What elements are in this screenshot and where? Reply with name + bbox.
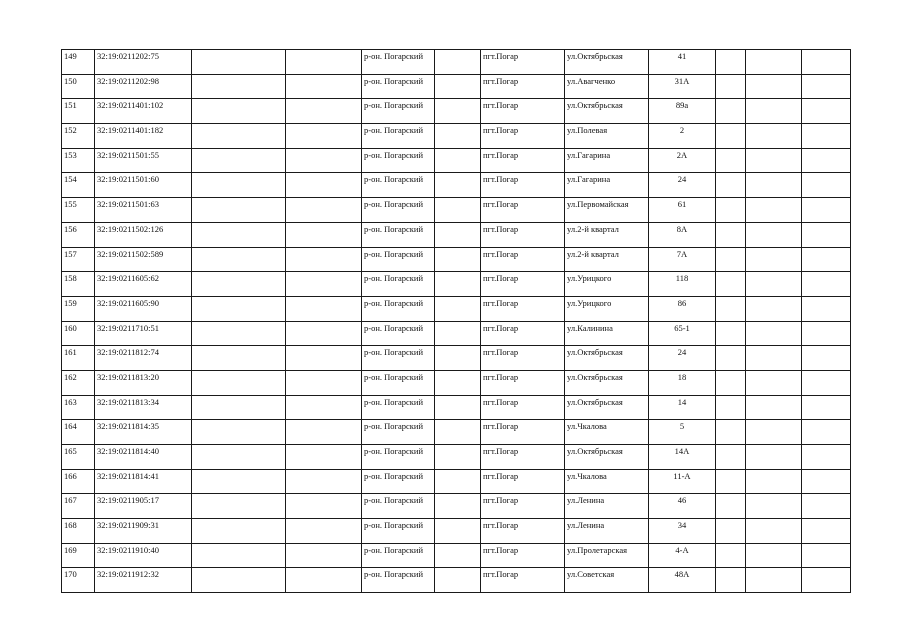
empty-cell-cell [435,469,481,494]
empty-cell-cell [802,247,851,272]
row-number-cell: 162 [62,370,95,395]
register-page [61,49,851,593]
empty-cell-cell [746,173,802,198]
empty-cell-cell [716,420,746,445]
house-number-cell: 24 [649,346,716,371]
empty-cell-cell [716,469,746,494]
street-cell: ул.Авагченко [565,74,649,99]
street-cell: ул.Октябрьская [565,99,649,124]
empty-cell-cell [802,50,851,75]
table-row [62,222,851,247]
table-row [62,99,851,124]
empty-cell-cell [802,272,851,297]
street-cell: ул.Чкалова [565,420,649,445]
row-number-cell: 167 [62,494,95,519]
cadastral-number-cell: 32:19:0211202:98 [95,74,192,99]
empty-cell-cell [435,173,481,198]
empty-cell-cell [192,370,286,395]
cadastral-number-cell: 32:19:0211605:90 [95,296,192,321]
table-row [62,445,851,470]
house-number-cell: 65-1 [649,321,716,346]
empty-cell-cell [286,272,362,297]
empty-cell-cell [746,568,802,593]
empty-cell-cell [286,568,362,593]
house-number-cell: 14А [649,445,716,470]
cadastral-number-cell: 32:19:0211814:41 [95,469,192,494]
street-cell: ул.Октябрьская [565,50,649,75]
table-row [62,420,851,445]
district-cell: р-он. Погарский [362,148,435,173]
street-cell: ул.Урицкого [565,296,649,321]
settlement-cell: пгт.Погар [481,247,565,272]
empty-cell-cell [746,296,802,321]
empty-cell-cell [802,222,851,247]
empty-cell-cell [746,74,802,99]
house-number-cell: 48А [649,568,716,593]
cadastral-number-cell: 32:19:0211605:62 [95,272,192,297]
district-cell: р-он. Погарский [362,222,435,247]
empty-cell-cell [286,124,362,149]
empty-cell-cell [802,494,851,519]
street-cell: ул.Пролетарская [565,543,649,568]
empty-cell-cell [286,445,362,470]
settlement-cell: пгт.Погар [481,469,565,494]
row-number-cell: 158 [62,272,95,297]
empty-cell-cell [435,346,481,371]
settlement-cell: пгт.Погар [481,222,565,247]
district-cell: р-он. Погарский [362,543,435,568]
empty-cell-cell [746,99,802,124]
row-number-cell: 160 [62,321,95,346]
empty-cell-cell [192,346,286,371]
empty-cell-cell [802,568,851,593]
empty-cell-cell [716,148,746,173]
row-number-cell: 159 [62,296,95,321]
row-number-cell: 153 [62,148,95,173]
empty-cell-cell [435,272,481,297]
empty-cell-cell [746,420,802,445]
empty-cell-cell [435,222,481,247]
empty-cell-cell [746,445,802,470]
house-number-cell: 46 [649,494,716,519]
cadastral-number-cell: 32:19:0211912:32 [95,568,192,593]
row-number-cell: 151 [62,99,95,124]
empty-cell-cell [802,99,851,124]
empty-cell-cell [435,198,481,223]
empty-cell-cell [286,74,362,99]
empty-cell-cell [286,321,362,346]
empty-cell-cell [192,50,286,75]
cadastral-number-cell: 32:19:0211502:126 [95,222,192,247]
house-number-cell: 24 [649,173,716,198]
empty-cell-cell [435,519,481,544]
cadastral-number-cell: 32:19:0211501:63 [95,198,192,223]
empty-cell-cell [435,50,481,75]
table-row [62,198,851,223]
empty-cell-cell [802,346,851,371]
empty-cell-cell [192,420,286,445]
table-row [62,346,851,371]
empty-cell-cell [192,445,286,470]
cadastral-number-cell: 32:19:0211202:75 [95,50,192,75]
house-number-cell: 34 [649,519,716,544]
empty-cell-cell [746,124,802,149]
empty-cell-cell [435,247,481,272]
empty-cell-cell [716,173,746,198]
empty-cell-cell [286,247,362,272]
street-cell: ул.2-й квартал [565,222,649,247]
empty-cell-cell [192,198,286,223]
table-row [62,148,851,173]
table-row [62,173,851,198]
empty-cell-cell [192,124,286,149]
house-number-cell: 86 [649,296,716,321]
house-number-cell: 118 [649,272,716,297]
district-cell: р-он. Погарский [362,321,435,346]
street-cell: ул.Ленина [565,494,649,519]
empty-cell-cell [716,568,746,593]
empty-cell-cell [802,395,851,420]
district-cell: р-он. Погарский [362,173,435,198]
empty-cell-cell [286,395,362,420]
empty-cell-cell [435,296,481,321]
empty-cell-cell [192,247,286,272]
empty-cell-cell [192,395,286,420]
empty-cell-cell [286,420,362,445]
empty-cell-cell [286,469,362,494]
empty-cell-cell [286,50,362,75]
empty-cell-cell [746,395,802,420]
district-cell: р-он. Погарский [362,370,435,395]
empty-cell-cell [192,494,286,519]
empty-cell-cell [746,272,802,297]
cadastral-number-cell: 32:19:0211814:40 [95,445,192,470]
row-number-cell: 150 [62,74,95,99]
table-row [62,370,851,395]
street-cell: ул.2-й квартал [565,247,649,272]
settlement-cell: пгт.Погар [481,148,565,173]
empty-cell-cell [435,445,481,470]
empty-cell-cell [746,469,802,494]
empty-cell-cell [716,346,746,371]
street-cell: ул.Урицкого [565,272,649,297]
empty-cell-cell [716,494,746,519]
street-cell: ул.Октябрьская [565,395,649,420]
empty-cell-cell [802,74,851,99]
empty-cell-cell [192,519,286,544]
settlement-cell: пгт.Погар [481,568,565,593]
empty-cell-cell [716,222,746,247]
district-cell: р-он. Погарский [362,50,435,75]
row-number-cell: 154 [62,173,95,198]
street-cell: ул.Гагарина [565,148,649,173]
house-number-cell: 11-А [649,469,716,494]
street-cell: ул.Гагарина [565,173,649,198]
empty-cell-cell [192,99,286,124]
table-row [62,395,851,420]
empty-cell-cell [716,519,746,544]
settlement-cell: пгт.Погар [481,494,565,519]
row-number-cell: 170 [62,568,95,593]
row-number-cell: 169 [62,543,95,568]
row-number-cell: 165 [62,445,95,470]
house-number-cell: 7А [649,247,716,272]
empty-cell-cell [802,370,851,395]
empty-cell-cell [802,124,851,149]
empty-cell-cell [716,124,746,149]
settlement-cell: пгт.Погар [481,543,565,568]
cadastral-number-cell: 32:19:0211812:74 [95,346,192,371]
street-cell: ул.Октябрьская [565,346,649,371]
empty-cell-cell [716,370,746,395]
empty-cell-cell [286,519,362,544]
row-number-cell: 155 [62,198,95,223]
empty-cell-cell [716,198,746,223]
table-row [62,272,851,297]
house-number-cell: 14 [649,395,716,420]
settlement-cell: пгт.Погар [481,370,565,395]
street-cell: ул.Советская [565,568,649,593]
empty-cell-cell [435,99,481,124]
row-number-cell: 157 [62,247,95,272]
empty-cell-cell [716,50,746,75]
empty-cell-cell [802,469,851,494]
cadastral-number-cell: 32:19:0211813:34 [95,395,192,420]
empty-cell-cell [435,321,481,346]
house-number-cell: 2А [649,148,716,173]
settlement-cell: пгт.Погар [481,50,565,75]
empty-cell-cell [286,99,362,124]
empty-cell-cell [435,74,481,99]
street-cell: ул.Полевая [565,124,649,149]
empty-cell-cell [286,370,362,395]
empty-cell-cell [716,272,746,297]
cadastral-number-cell: 32:19:0211401:182 [95,124,192,149]
cadastral-number-cell: 32:19:0211401:102 [95,99,192,124]
empty-cell-cell [435,568,481,593]
cadastral-number-cell: 32:19:0211501:60 [95,173,192,198]
settlement-cell: пгт.Погар [481,198,565,223]
empty-cell-cell [746,543,802,568]
settlement-cell: пгт.Погар [481,173,565,198]
district-cell: р-он. Погарский [362,272,435,297]
empty-cell-cell [716,247,746,272]
empty-cell-cell [192,272,286,297]
row-number-cell: 149 [62,50,95,75]
empty-cell-cell [435,148,481,173]
row-number-cell: 166 [62,469,95,494]
table-row [62,519,851,544]
empty-cell-cell [435,395,481,420]
empty-cell-cell [746,247,802,272]
empty-cell-cell [746,198,802,223]
district-cell: р-он. Погарский [362,469,435,494]
house-number-cell: 31А [649,74,716,99]
empty-cell-cell [286,148,362,173]
settlement-cell: пгт.Погар [481,420,565,445]
district-cell: р-он. Погарский [362,420,435,445]
row-number-cell: 168 [62,519,95,544]
empty-cell-cell [716,99,746,124]
cadastral-number-cell: 32:19:0211501:55 [95,148,192,173]
street-cell: ул.Чкалова [565,469,649,494]
district-cell: р-он. Погарский [362,74,435,99]
house-number-cell: 4-А [649,543,716,568]
settlement-cell: пгт.Погар [481,519,565,544]
empty-cell-cell [802,321,851,346]
empty-cell-cell [192,568,286,593]
empty-cell-cell [746,222,802,247]
district-cell: р-он. Погарский [362,445,435,470]
table-row [62,50,851,75]
empty-cell-cell [716,321,746,346]
table-row [62,543,851,568]
empty-cell-cell [746,494,802,519]
street-cell: ул.Первомайская [565,198,649,223]
empty-cell-cell [716,395,746,420]
empty-cell-cell [192,469,286,494]
cadastral-number-cell: 32:19:0211813:20 [95,370,192,395]
row-number-cell: 156 [62,222,95,247]
district-cell: р-он. Погарский [362,395,435,420]
row-number-cell: 163 [62,395,95,420]
empty-cell-cell [716,445,746,470]
house-number-cell: 61 [649,198,716,223]
empty-cell-cell [802,148,851,173]
empty-cell-cell [746,148,802,173]
empty-cell-cell [802,445,851,470]
settlement-cell: пгт.Погар [481,74,565,99]
table-row [62,74,851,99]
house-number-cell: 18 [649,370,716,395]
empty-cell-cell [716,543,746,568]
row-number-cell: 152 [62,124,95,149]
settlement-cell: пгт.Погар [481,296,565,321]
cadastral-number-cell: 32:19:0211905:17 [95,494,192,519]
empty-cell-cell [286,543,362,568]
settlement-cell: пгт.Погар [481,395,565,420]
empty-cell-cell [802,198,851,223]
district-cell: р-он. Погарский [362,568,435,593]
empty-cell-cell [746,370,802,395]
empty-cell-cell [802,543,851,568]
row-number-cell: 164 [62,420,95,445]
cadastral-number-cell: 32:19:0211502:589 [95,247,192,272]
empty-cell-cell [192,321,286,346]
table-row [62,296,851,321]
empty-cell-cell [802,420,851,445]
empty-cell-cell [435,420,481,445]
empty-cell-cell [192,173,286,198]
empty-cell-cell [286,222,362,247]
street-cell: ул.Октябрьская [565,445,649,470]
empty-cell-cell [746,321,802,346]
empty-cell-cell [802,173,851,198]
empty-cell-cell [435,124,481,149]
house-number-cell: 2 [649,124,716,149]
settlement-cell: пгт.Погар [481,99,565,124]
street-cell: ул.Калинина [565,321,649,346]
district-cell: р-он. Погарский [362,519,435,544]
empty-cell-cell [802,519,851,544]
house-number-cell: 89а [649,99,716,124]
district-cell: р-он. Погарский [362,346,435,371]
table-row [62,321,851,346]
empty-cell-cell [192,148,286,173]
empty-cell-cell [716,74,746,99]
property-register-table [61,49,851,593]
empty-cell-cell [435,494,481,519]
empty-cell-cell [746,346,802,371]
empty-cell-cell [192,543,286,568]
district-cell: р-он. Погарский [362,247,435,272]
empty-cell-cell [192,296,286,321]
street-cell: ул.Октябрьская [565,370,649,395]
cadastral-number-cell: 32:19:0211814:35 [95,420,192,445]
empty-cell-cell [746,50,802,75]
settlement-cell: пгт.Погар [481,445,565,470]
empty-cell-cell [435,370,481,395]
house-number-cell: 5 [649,420,716,445]
settlement-cell: пгт.Погар [481,321,565,346]
district-cell: р-он. Погарский [362,198,435,223]
settlement-cell: пгт.Погар [481,346,565,371]
empty-cell-cell [802,296,851,321]
district-cell: р-он. Погарский [362,494,435,519]
settlement-cell: пгт.Погар [481,272,565,297]
empty-cell-cell [286,198,362,223]
house-number-cell: 41 [649,50,716,75]
empty-cell-cell [435,543,481,568]
table-row [62,124,851,149]
empty-cell-cell [716,296,746,321]
empty-cell-cell [192,74,286,99]
cadastral-number-cell: 32:19:0211909:31 [95,519,192,544]
district-cell: р-он. Погарский [362,99,435,124]
empty-cell-cell [746,519,802,544]
settlement-cell: пгт.Погар [481,124,565,149]
table-body [62,50,851,593]
street-cell: ул.Ленина [565,519,649,544]
empty-cell-cell [286,296,362,321]
empty-cell-cell [286,494,362,519]
row-number-cell: 161 [62,346,95,371]
cadastral-number-cell: 32:19:0211910:40 [95,543,192,568]
district-cell: р-он. Погарский [362,296,435,321]
empty-cell-cell [286,346,362,371]
empty-cell-cell [286,173,362,198]
house-number-cell: 8А [649,222,716,247]
district-cell: р-он. Погарский [362,124,435,149]
table-row [62,494,851,519]
table-row [62,247,851,272]
cadastral-number-cell: 32:19:0211710:51 [95,321,192,346]
table-row [62,568,851,593]
empty-cell-cell [192,222,286,247]
table-row [62,469,851,494]
